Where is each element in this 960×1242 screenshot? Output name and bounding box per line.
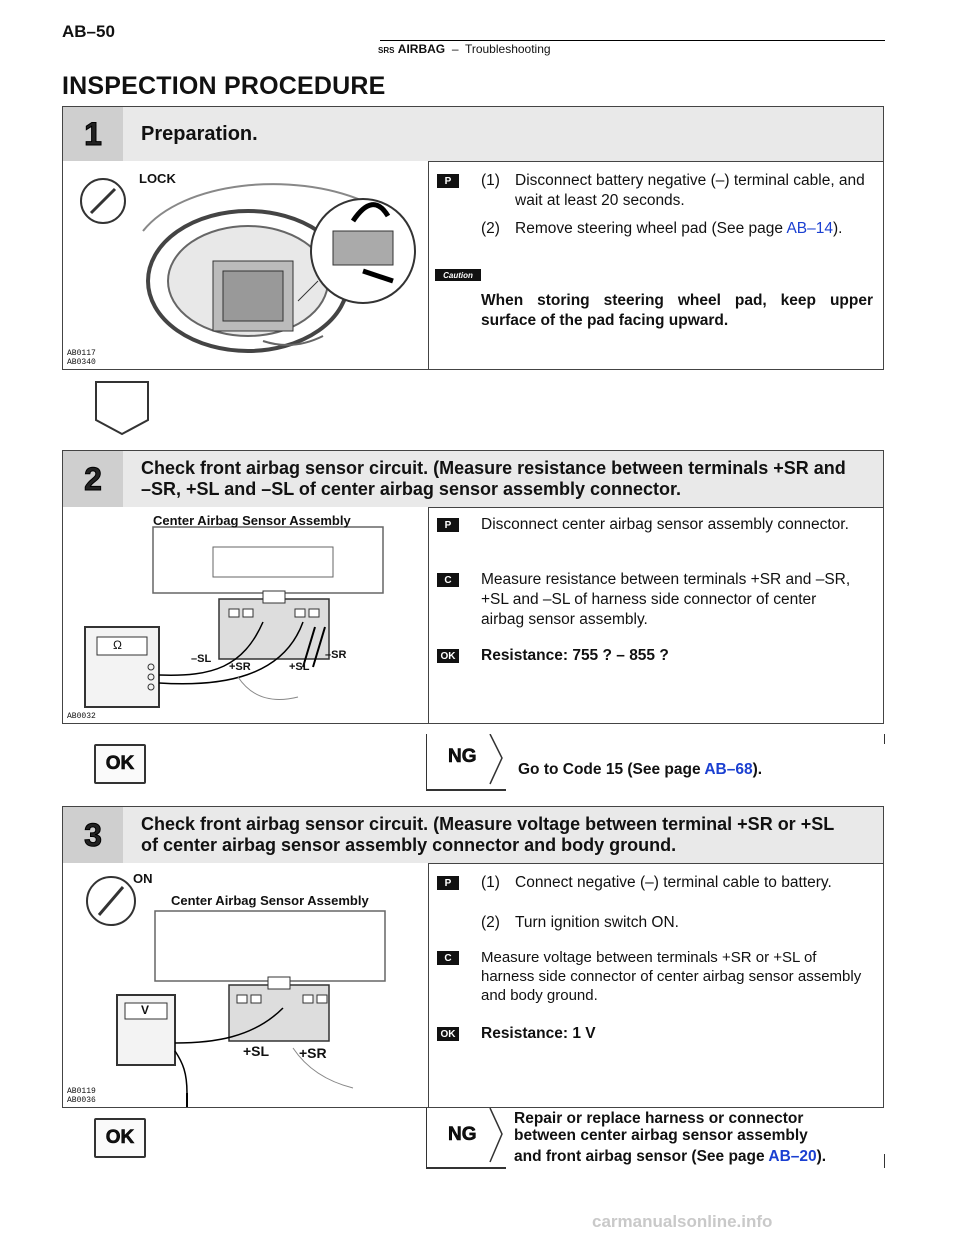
- step-3-heading-line-2: of center airbag sensor assembly connector and body ground.: [141, 835, 677, 855]
- step-2-heading-line-2: –SR, +SL and –SL of center airbag sensor assembly connector.: [141, 479, 682, 499]
- step-1-p1-text: Disconnect battery negative (–) terminal cable, and wait at least 20 seconds.: [515, 172, 865, 209]
- step-1-illustration: [63, 161, 429, 369]
- figure-code: [67, 1087, 96, 1105]
- step-1-heading: Preparation.: [141, 123, 258, 145]
- running-head-topic: Troubleshooting: [464, 42, 551, 56]
- step-2-number-badge: [63, 451, 123, 507]
- step-3-box: [62, 806, 884, 1108]
- on-label: ON: [133, 871, 153, 886]
- caution-icon: Caution: [435, 269, 481, 281]
- ok-icon: OK: [437, 1027, 459, 1041]
- step-2-box: [62, 450, 884, 724]
- link-ab-14[interactable]: AB–14: [786, 220, 833, 237]
- step-3-c-text: Measure voltage between terminals +SR or +SL of harness side connector of center airbag sensor assembly and body ground.: [481, 949, 862, 1004]
- running-head: [378, 42, 551, 56]
- step-1-number: 1: [84, 115, 102, 152]
- step-3-ok-spec: Resistance: 1 V: [481, 1025, 596, 1042]
- c-icon: C: [437, 573, 459, 587]
- c-icon: C: [437, 951, 459, 965]
- p-icon: P: [437, 174, 459, 188]
- step-3-ng-line-2: between center airbag sensor assembly: [514, 1127, 808, 1144]
- running-head-section: AIRBAG: [397, 42, 446, 56]
- step-3-p2-text: Turn ignition switch ON.: [515, 914, 679, 931]
- page-number: AB–50: [62, 22, 115, 41]
- step-3-ng-text: [514, 1110, 826, 1165]
- label-minus-sr: –SR: [325, 649, 347, 661]
- step-3-ng-pre: and front airbag sensor (See page: [514, 1148, 769, 1165]
- step-2-ng-text: [518, 760, 762, 780]
- figure-code-1: AB0119: [67, 1087, 96, 1096]
- figure-code: [67, 349, 96, 367]
- step-3-p1-text: Connect negative (–) terminal cable to battery.: [515, 874, 832, 891]
- caution-text: When storing steering wheel pad, keep upper surface of the pad facing upward.: [481, 292, 873, 329]
- step-2-c-text: Measure resistance between terminals +SR and –SR, +SL and –SL of harness side connector of center airbag sensor assembly.: [481, 571, 851, 628]
- step-1-header: [63, 107, 883, 162]
- ok-icon: OK: [437, 649, 459, 663]
- step-1-p2-num: (2): [481, 220, 500, 237]
- label-plus-sl: +SL: [243, 1043, 270, 1059]
- link-ab-68[interactable]: AB–68: [704, 761, 753, 778]
- continue-arrow-box: [94, 380, 152, 436]
- page-title: INSPECTION PROCEDURE: [62, 72, 386, 100]
- figure-code: AB0032: [67, 712, 96, 721]
- running-head-srs: SRS: [378, 46, 395, 55]
- watermark: carmanualsonline.info: [592, 1212, 773, 1231]
- meter-ohm-label: Ω: [113, 638, 122, 652]
- resistance-measure-illustration: [63, 507, 427, 723]
- label-plus-sr: +SR: [229, 661, 251, 673]
- step-2-illus-title: Center Airbag Sensor Assembly: [153, 513, 351, 528]
- step-2-ng-post: ).: [752, 761, 763, 778]
- label-plus-sr: +SR: [299, 1045, 327, 1061]
- step-3-ng-line-3: [514, 1148, 826, 1165]
- figure-code-2: AB0036: [67, 1096, 96, 1105]
- step-1-p2-pre: Remove steering wheel pad (See page: [515, 220, 787, 237]
- step-1-number-badge: [63, 107, 123, 161]
- steering-wheel-illustration: [63, 161, 427, 369]
- step-2-ng-label: NG: [448, 746, 477, 767]
- divider: [884, 734, 885, 744]
- step-3-number-badge: [63, 807, 123, 863]
- step-2-ng-pre: Go to Code 15 (See page: [518, 761, 705, 778]
- step-2-illustration: [63, 507, 429, 723]
- figure-code-1: AB0117: [67, 349, 96, 358]
- step-3-ok-box: OK: [94, 1118, 146, 1158]
- label-minus-sl: –SL: [191, 653, 212, 665]
- running-head-dash: –: [451, 42, 459, 56]
- label-plus-sl: +SL: [289, 661, 310, 673]
- link-ab-20[interactable]: AB–20: [768, 1148, 817, 1165]
- step-3-p2-num: (2): [481, 914, 500, 931]
- step-3-number: 3: [84, 816, 102, 853]
- step-2-ok-spec: Resistance: 755 ? – 855 ?: [481, 647, 669, 664]
- figure-code-2: AB0340: [67, 358, 96, 367]
- step-2-number: 2: [84, 460, 102, 497]
- divider: [884, 1154, 885, 1168]
- step-3-ng-line-1: Repair or replace harness or connector: [514, 1110, 804, 1127]
- step-1-p2-text: [515, 219, 875, 239]
- step-1-p2-post: ).: [832, 220, 843, 237]
- lock-label: LOCK: [139, 171, 176, 186]
- header-rule: [380, 40, 885, 41]
- step-2-ok-box: OK: [94, 744, 146, 784]
- p-icon: P: [437, 518, 459, 532]
- step-1-p1-num: (1): [481, 172, 500, 189]
- step-3-ng-post: ).: [816, 1148, 827, 1165]
- step-1-box: [62, 106, 884, 370]
- step-2-p-text: Disconnect center airbag sensor assembly connector.: [481, 516, 849, 533]
- step-2-header: [63, 451, 883, 508]
- step-3-ng-label: NG: [448, 1124, 477, 1145]
- p-icon: P: [437, 876, 459, 890]
- meter-volt-label: V: [141, 1003, 150, 1017]
- step-3-p1-num: (1): [481, 874, 500, 891]
- step-3-illustration: [63, 863, 429, 1107]
- step-3-heading-line-1: Check front airbag sensor circuit. (Measure voltage between terminal +SR or +SL: [141, 814, 835, 834]
- step-3-header: [63, 807, 883, 864]
- step-2-heading-line-1: Check front airbag sensor circuit. (Measure resistance between terminals +SR and: [141, 458, 846, 478]
- step-3-illus-title: Center Airbag Sensor Assembly: [171, 893, 369, 908]
